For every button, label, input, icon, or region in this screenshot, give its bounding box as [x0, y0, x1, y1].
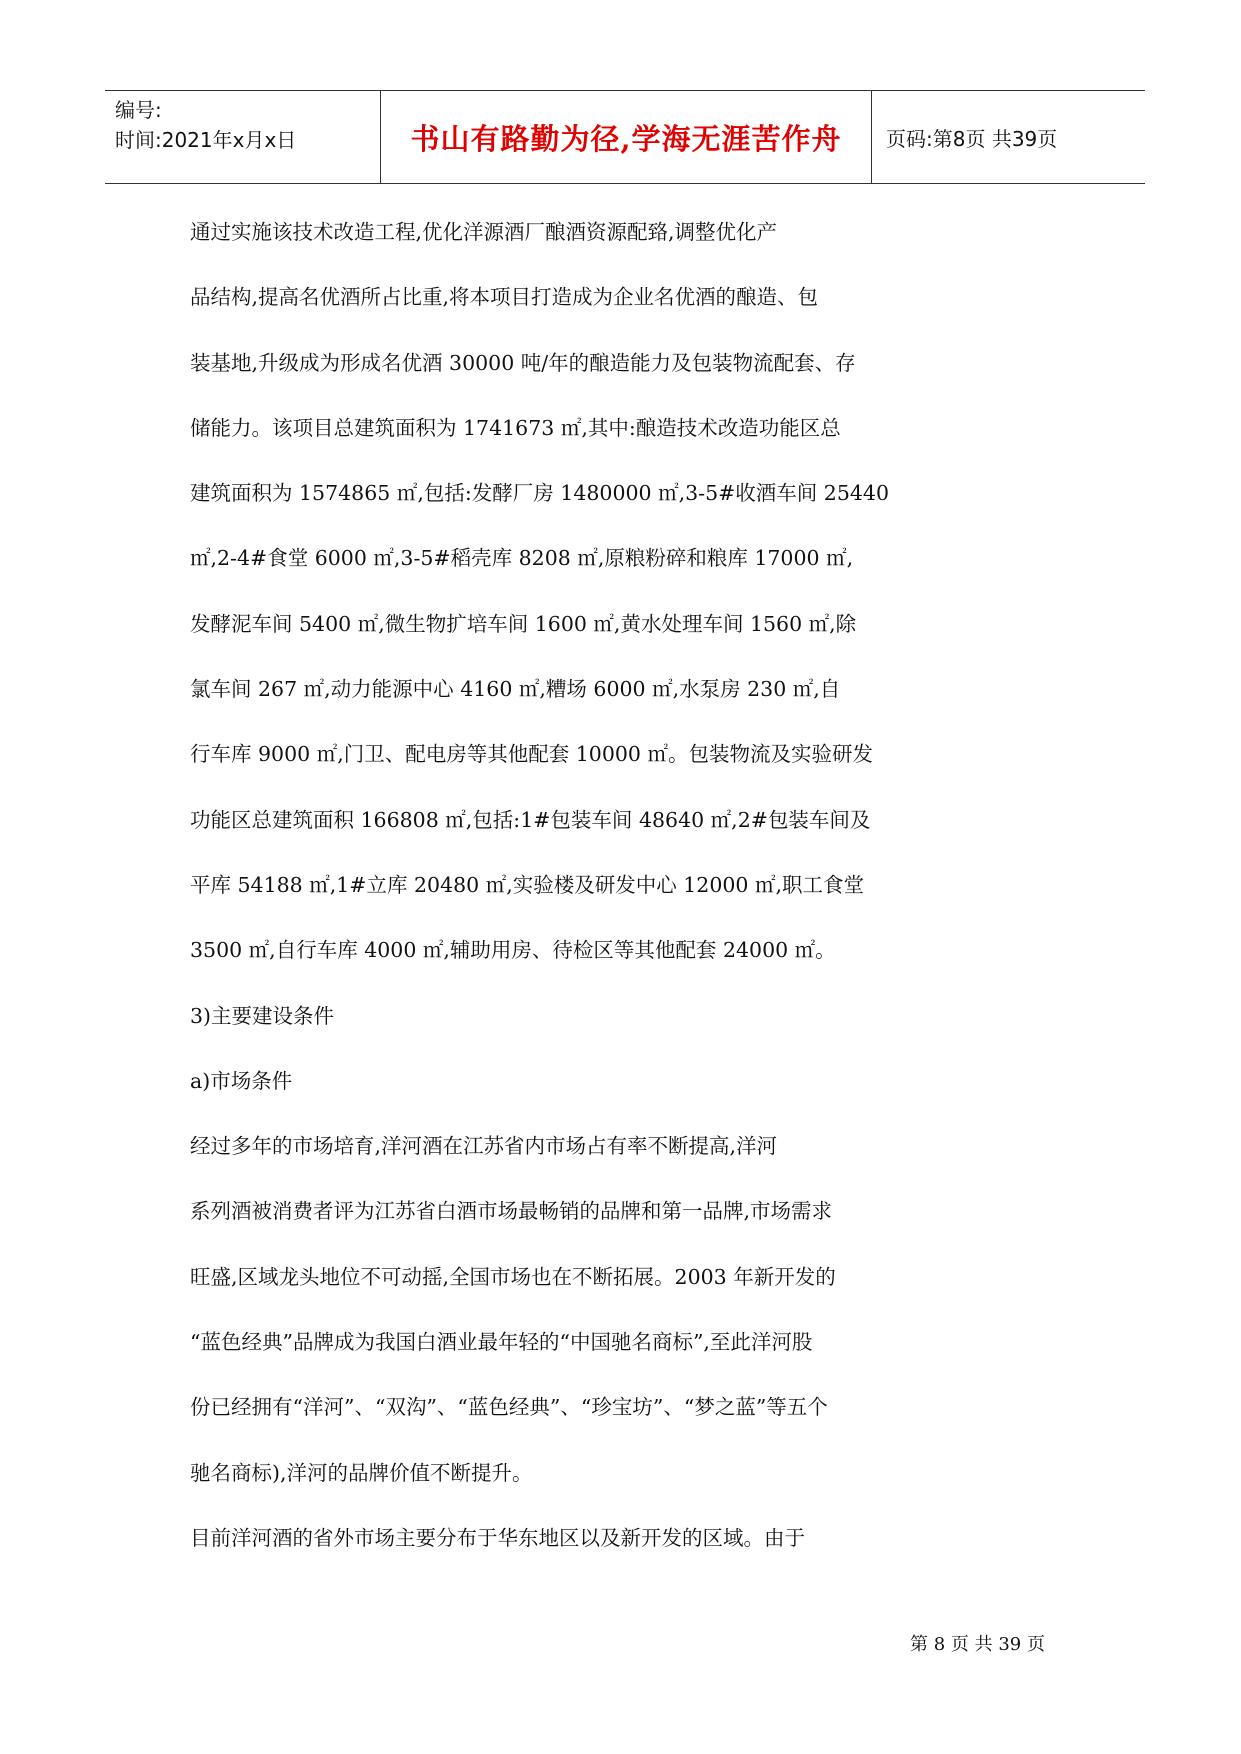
document-header — [105, 90, 1145, 184]
page-label: 页码:第8页 共39页 — [886, 126, 1058, 151]
header-motto-cell — [380, 91, 872, 183]
body-line: 份已经拥有“洋河”、“双沟”、“蓝色经典”、“珍宝坊”、“梦之蓝”等五个 — [190, 1395, 828, 1420]
body-line: 功能区总建筑面积 166808 ㎡,包括:1#包装车间 48640 ㎡,2#包装车间及 — [190, 807, 871, 832]
body-line: 经过多年的市场培育,洋河酒在江苏省内市场占有率不断提高,洋河 — [190, 1134, 778, 1159]
body-line: 行车库 9000 ㎡,门卫、配电房等其他配套 10000 ㎡。包装物流及实验研发 — [190, 742, 873, 767]
section-heading: 3)主要建设条件 — [190, 1003, 335, 1028]
body-line: 发酵泥车间 5400 ㎡,微生物扩培车间 1600 ㎡,黄水处理车间 1560 ㎡,除 — [190, 611, 857, 636]
number-label: 编号: — [115, 98, 162, 122]
body-line: 驰名商标),洋河的品牌价值不断提升。 — [190, 1460, 533, 1485]
time-label: 时间:2021年x月x日 — [115, 128, 297, 152]
subsection-heading: a)市场条件 — [190, 1068, 293, 1093]
body-line: ㎡,2-4#食堂 6000 ㎡,3-5#稻壳库 8208 ㎡,原粮粉碎和粮库 17000 ㎡, — [190, 546, 854, 571]
body-line: 建筑面积为 1574865 ㎡,包括:发酵厂房 1480000 ㎡,3-5#收酒车间 25440 — [190, 481, 890, 506]
body-line: 系列酒被消费者评为江苏省白酒市场最畅销的品牌和第一品牌,市场需求 — [190, 1199, 833, 1224]
body-line: “蓝色经典”品牌成为我国白酒业最年轻的“中国驰名商标”,至此洋河股 — [190, 1330, 813, 1355]
body-line: 3500 ㎡,自行车库 4000 ㎡,辅助用房、待检区等其他配套 24000 ㎡。 — [190, 938, 836, 963]
body-line: 通过实施该技术改造工程,优化洋源酒厂酿酒资源配臵,调整优化产 — [190, 220, 778, 244]
body-line: 目前洋河酒的省外市场主要分布于华东地区以及新开发的区域。由于 — [190, 1525, 805, 1550]
body-line: 品结构,提高名优酒所占比重,将本项目打造成为企业名优酒的酿造、包 — [190, 285, 819, 310]
body-line: 装基地,升级成为形成名优酒 30000 吨/年的酿造能力及包装物流配套、存 — [190, 350, 856, 375]
page-footer: 第 8 页 共 39 页 — [910, 1634, 1045, 1655]
body-line: 旺盛,区域龙头地位不可动摇,全国市场也在不断拓展。2003 年新开发的 — [190, 1264, 836, 1289]
body-line: 平库 54188 ㎡,1#立库 20480 ㎡,实验楼及研发中心 12000 ㎡,职工食堂 — [190, 872, 865, 897]
header-left-cell — [105, 91, 380, 183]
header-page-cell — [872, 91, 1145, 183]
motto-text: 书山有路勤为径,学海无涯苦作舟 — [410, 121, 842, 156]
body-line: 氯车间 267 ㎡,动力能源中心 4160 ㎡,糟场 6000 ㎡,水泵房 230 ㎡,自 — [190, 677, 841, 702]
body-line: 储能力。该项目总建筑面积为 1741673 ㎡,其中:酿造技术改造功能区总 — [190, 415, 841, 440]
document-body — [190, 200, 950, 1571]
